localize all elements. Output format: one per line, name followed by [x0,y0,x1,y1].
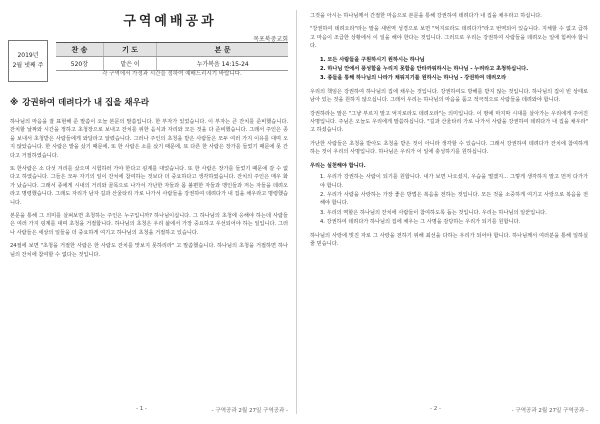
paragraph: 강권하라는 말은 "그냥 부르지 말고 억지로라도 데려오라"는 의미입니다. 이 땅에 마지막 시대를 살아가는 우리에게 주어진 사명입니다. 주님은 오늘도 우리에게 말씀하십니다. "길과 산울타리 가로 나가서 사람을 강권하여 데려다가 내 집을 채우라" 고 하셨습니다. [310,110,588,134]
list-item: 1. 우리가 강권하는 사람이 되기를 원합니다. 내가 보면 나오셨지, 우습을 떨겠지... 그렇게 생각하지 말고 먼저 다가가야 합니다. [320,174,588,189]
closing-paragraph: 하나님의 사랑에 빚진 자로 그 사랑을 전하기 위해 최선을 다하는 우리가 되어야 합니다. 하나님께서 여러분을 통해 일하실 줄 믿습니다. [310,232,588,247]
key-points-list [310,56,588,83]
date-week: 2월 넷째 주 [12,62,44,69]
page-number: - 2 - [430,406,441,412]
list-item: 2. 우리가 사람을 사랑하는 가장 좋은 방법은 복음을 전하는 것입니다. 모든 것을 소중하게 여기고 사랑으로 복음을 전해야 합니다. [320,191,588,207]
footer-date: - 구역공과 2월 27일 구역공과 - [511,408,588,414]
paragraph: 가난한 사람들은 초청을 받아도 초청을 받은 것이 아니라 생각할 수 있습니다. 그래서 강권하여 데려다가 잔치에 참여하게 하는 것이 우리의 사명입니다. 하나님은 우리가 이 일에 충성하기를 원하십니다. [310,140,588,156]
paragraph: 그것을 아시는 하나님께서 간절한 마음으로 본문을 통해 강권하여 데려다가 내 집을 채우라고 하십니다. [310,13,542,19]
date-year: 2019년 [17,52,39,59]
scripture-value: 누가복음 14:15-24 [157,57,288,71]
list-item: 3. 우리의 역할은 하나님의 잔치에 사람들이 참여하도록 돕는 것입니다. 우리는 하나님의 일꾼입니다. [320,209,547,216]
prayer-value: 맡은 이 [103,57,156,71]
page-number: - 1 - [136,406,147,412]
date-box [8,40,48,82]
sermon-body [10,118,288,396]
list-item: 4. 강권하여 데려다가 하나님의 집에 채우는 그 사명을 감당하는 우리가 되기를 원합니다. [320,219,521,226]
paragraph: 본문을 통해 그 의미를 살펴보면 초청하는 주인은 누구입니까? 하나님이십니다. 그 하나님의 초청에 응해야 하는데 사람들은 여러 가지 핑계를 대며 초청을 거절합니다. 하나님의 초청은 우리 삶에서 가장 중요하고 우선되어야 하는 일입니다. 그러나 사람들은 세상의 일들을 더 중요하게 여기고 하나님의 초청을 거절하고 있습니다. [10,213,288,236]
practice-list [310,173,588,226]
worship-info-table [56,42,288,71]
paragraph: 하나님의 마음을 잘 표현해 준 말씀이 오늘 본문의 말씀입니다. 한 부자가 있었습니다. 이 부자는 큰 잔치를 준비했습니다. 잔치할 날짜와 시간을 정하고 초청장으로 보내고 잔치를 위한 음식과 자리와 모든 것을 다 준비했습니다. 그래서 주인은 종을 보내서 초청받은 사람들에게 와달라고 알렸습니다. 그러나 주인의 초청을 받은 사람들은 모두 여러 가지 이유를 대며 오지 않았습니다. 한 사람은 밭을 샀기 때문에, 또 한 사람은 소를 샀기 때문에, 또 다른 한 사람은 장가를 들었기 때문에 못 간다고 거절하였습니다. [10,119,288,159]
header-prayer: 기 도 [103,43,156,57]
paragraph: 24절에 보면 "초청을 거절한 사람은 한 사람도 잔치를 맛보지 못하리라" 고 말씀했습니다. 하나님의 초청을 거절하면 하나님의 잔치에 참여할 수 없다는 것입니다. [10,243,288,258]
practice-title: 우리는 실천해야 합니다. [310,162,366,169]
notice-text: 각 구역에서 가정과 시간을 정하여 예배드리시기 바랍니다. [102,71,242,77]
header-hymn: 찬 송 [56,43,103,57]
sermon-title [10,96,149,108]
hymn-value: 520장 [56,57,103,71]
church-name: 목포북중교회 [253,36,288,43]
paragraph: 우리의 책임은 강권하여 하나님의 집에 채우는 것입니다. 강권하여도 방해를 받지 않는 것입니다. 하나님의 집이 빈 상태로 남아 있는 것을 원하지 않으십니다. 그래서 우리는 하나님의 마음을 품고 적극적으로 사람들을 데려와야 합니다. [310,88,588,104]
sermon-body-continued [310,12,588,404]
paragraph: "강권하여 데려오라"라는 말을 새번역 성경으로 보면 "억지로라도 데려다가"라고 번역되어 있습니다. 지체할 수 없고 급하고 마음이 조급한 상황에서 이 일을 해야 한다는 것입니다. 그러므로 우리는 강권하여 사람들을 데려오는 일에 힘써야 합니다. [310,26,588,50]
document-title: 구역예배공과 [123,14,217,29]
paragraph: 또 한사람은 소 다섯 겨리를 샀으며 시험하러 가야 한다고 핑계를 대었습니다. 또 한 사람은 장가를 들었기 때문에 갈 수 없다고 하였습니다. 그들은 모두 자기의 일이 잔치에 참여하는 것보다 더 중요하다고 생각하였습니다. 잔치의 주인은 매우 화가 났습니다. 그래서 종에게 시내의 거리와 골목으로 나가서 가난한 자들과 몸 불편한 자들과 맹인들과 저는 자들을 데려오라고 명령했습니다. 그래도 자리가 남자 길과 산울타리 가로 나가서 사람들을 강권하여 데려다가 내 집을 채우라고 명령했습니다. [10,166,288,206]
footer-date: - 구역공과 2월 27일 구역공과 - [211,408,288,414]
header-scripture: 본 문 [157,43,288,57]
page-two [300,0,592,424]
sermon-title-text: 강권하여 데려다가 내 집을 채우라 [22,98,150,108]
page-one [0,0,292,424]
list-item: 3. 종들을 통해 하나님의 나라가 채워지기를 원하시는 하나님 - 강권하여 데려오라 [320,75,507,82]
page-divider [296,10,297,414]
list-item: 2. 하나님 안에서 풍성함을 누리지 못함을 안타까워하시는 하나님 - 누려라고 초청하십니다. [320,66,529,73]
reference-mark-icon: ※ [10,98,19,108]
list-item: 1. 모든 사람들을 구원하시기 원하시는 하나님 [320,56,425,63]
